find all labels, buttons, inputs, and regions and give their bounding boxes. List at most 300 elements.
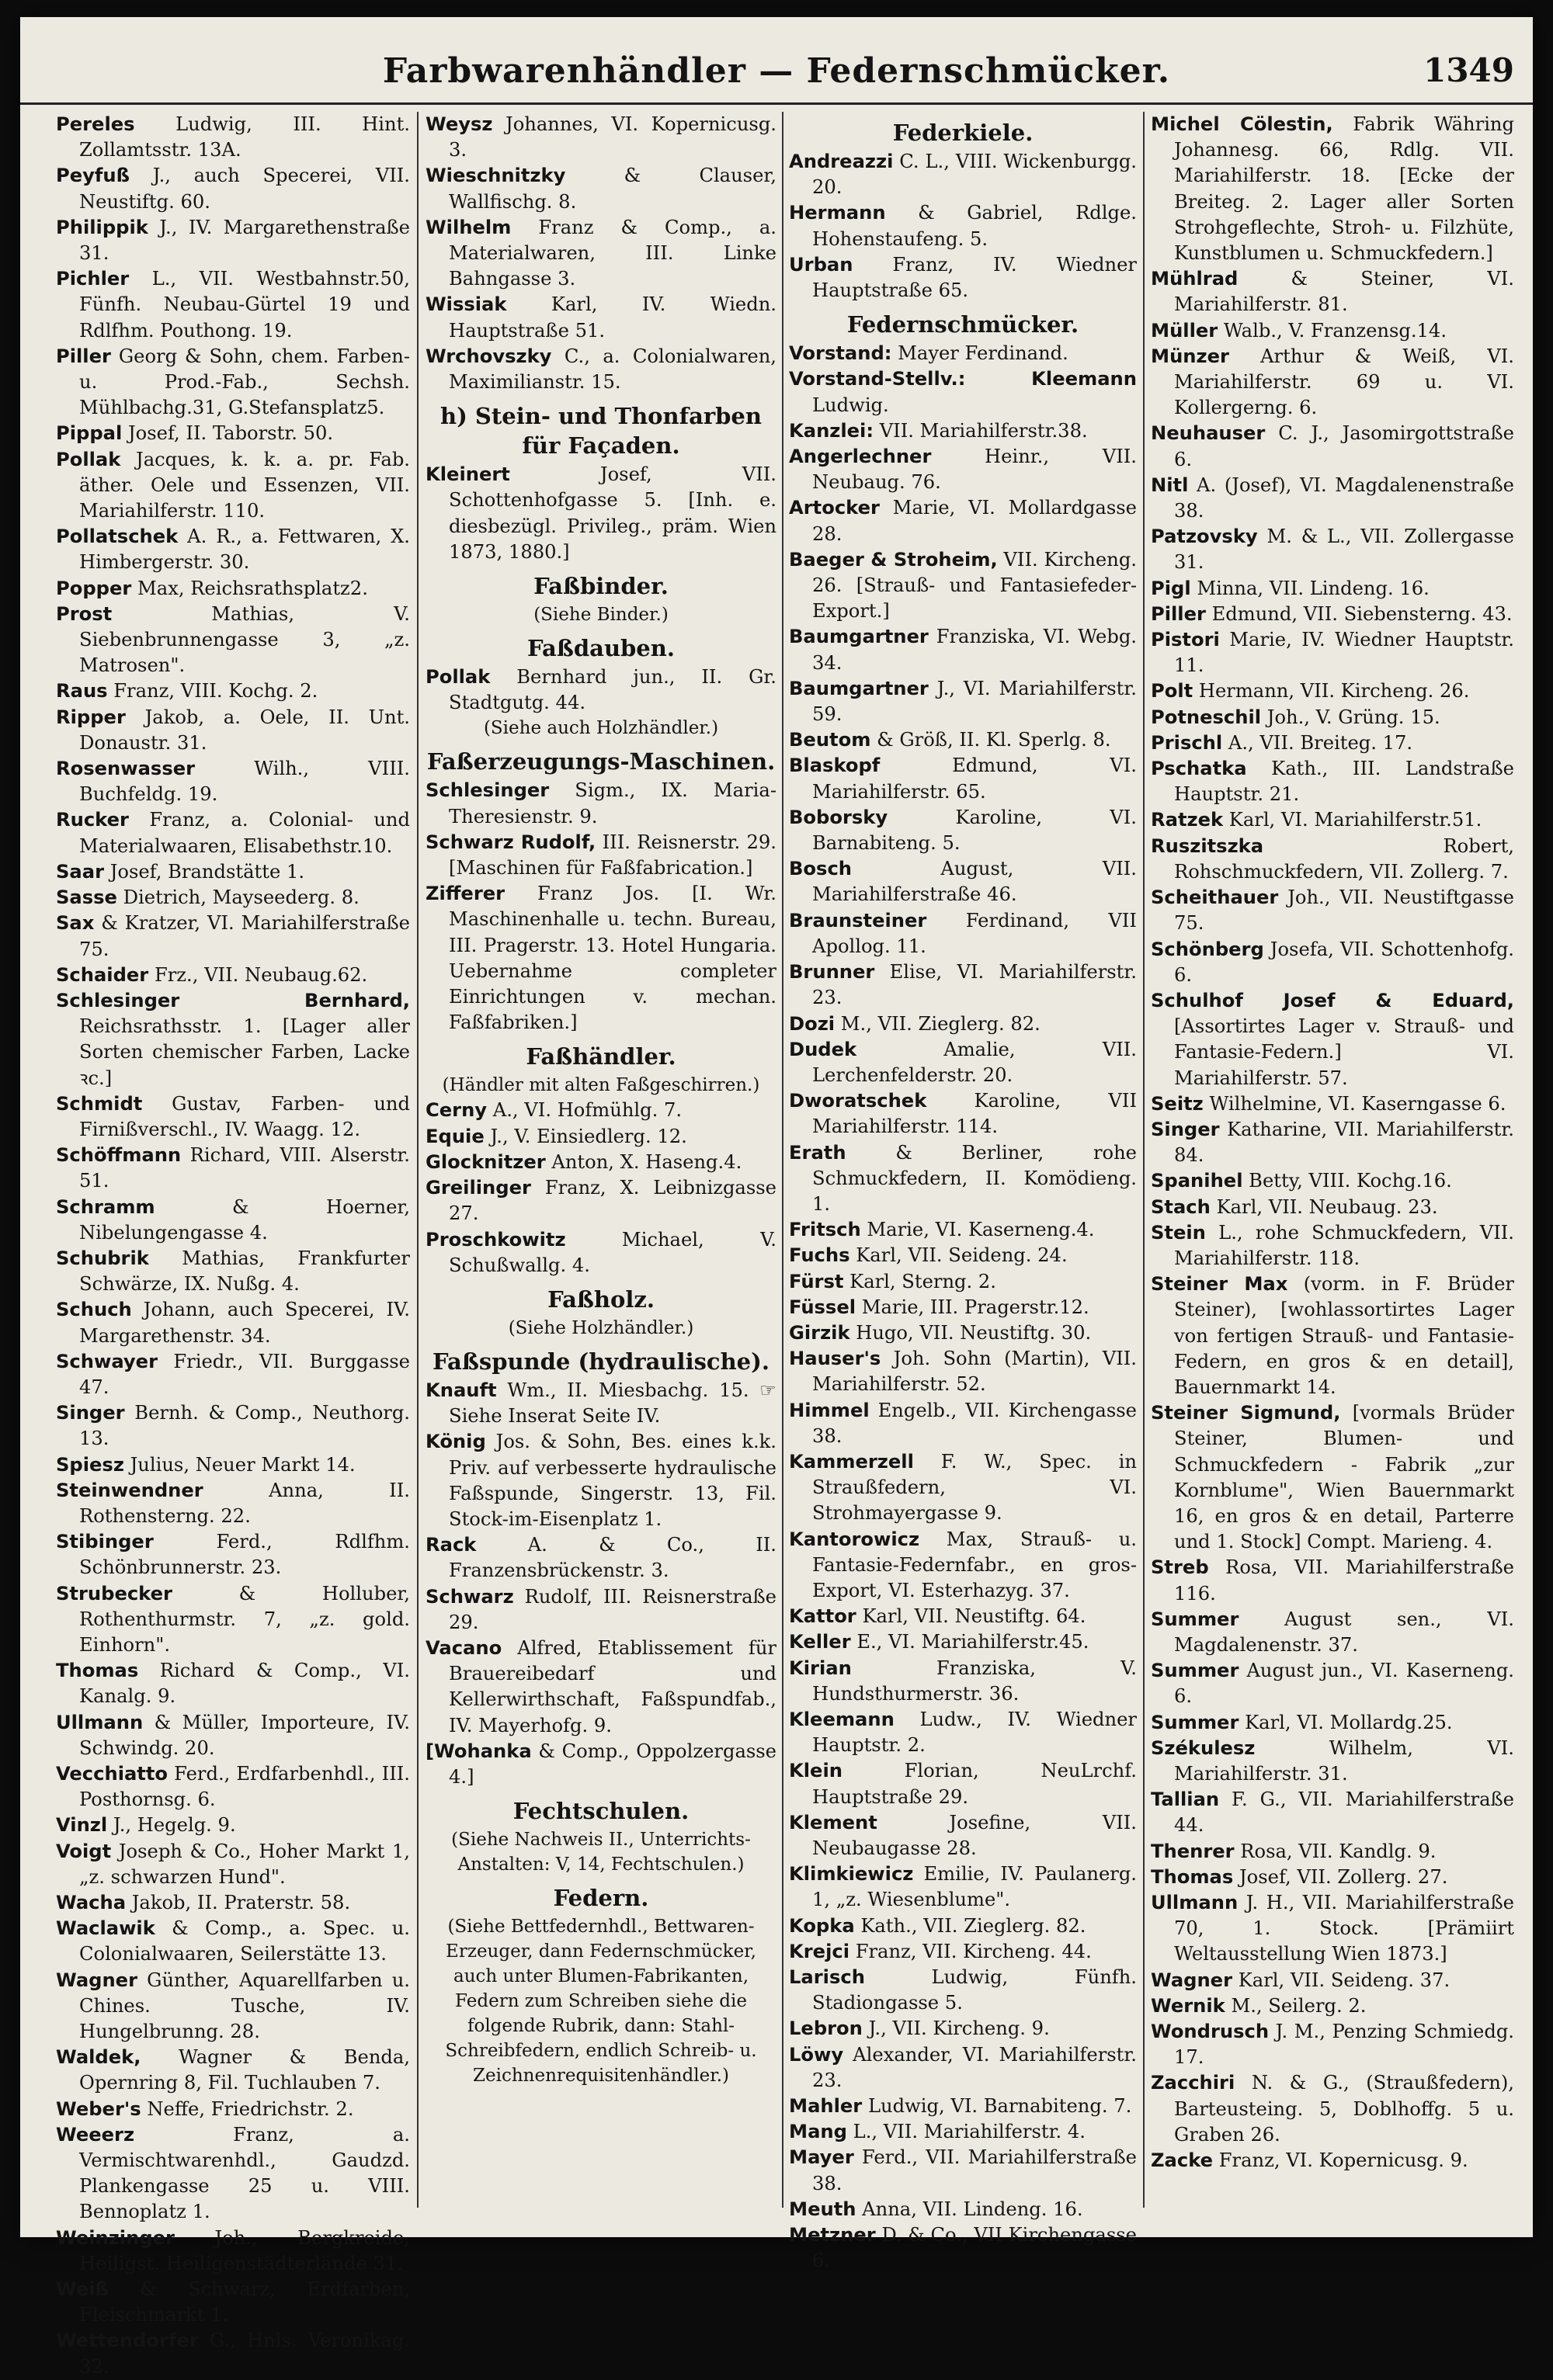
entry-details: Katharine, VII. Mariahilferstr. 84. [1174,1118,1514,1167]
entry-details: & Clauser, Wallfischg. 8. [449,165,776,213]
entry-details: Walb., V. Franzensg.14. [1218,319,1447,342]
entry-details: Franz, VI. Kopernicusg. 9. [1213,2149,1468,2172]
directory-entry [56,1890,410,1916]
directory-entry [56,576,410,602]
entry-name: Kattor [789,1605,856,1628]
entry-name: Artocker [789,497,880,519]
directory-entry [56,1761,410,1813]
directory-entry [56,1143,410,1194]
entry-name: Steiner Max [1151,1273,1288,1296]
directory-entry [56,163,410,214]
directory-entry [1151,1117,1514,1168]
directory-entry [56,678,410,704]
entry-name: Polt [1151,680,1193,703]
column-divider [1143,112,1145,2208]
entry-details: Joseph & Co., Hoher Markt 1, „z. schwarzen Hund". [79,1840,410,1888]
directory-entry [1151,318,1514,344]
directory-entry [426,1150,776,1175]
entry-name: Schlesinger Bernhard, [56,989,410,1011]
directory-entry [56,602,410,679]
directory-entry [56,2277,410,2328]
entry-name: Peyfuß [56,165,130,187]
section-heading: Faßdauben. [527,635,675,662]
directory-entry [56,2328,410,2379]
directory-entry [1151,421,1514,472]
entry-name: Vecchiatto [56,1763,169,1785]
entry-name: Mahler [789,2095,863,2118]
entry-details: Josef, VII. Zollerg. 27. [1233,1865,1448,1888]
entry-details: Mathias, V. Siebenbrunnengasse 3, „z. Matrosen". [79,602,410,677]
entry-name: Thenrer [1151,1840,1235,1862]
directory-entry [56,1710,410,1761]
column-3 [789,112,1137,2272]
directory-entry [1151,112,1514,266]
entry-details: Josef, II. Taborstr. 50. [122,422,334,445]
directory-entry [789,1295,1137,1320]
entry-details: & Holluber, Rothenthurmstr. 7, „z. gold. Einhorn". [79,1582,410,1656]
entry-details: Franz & Comp., a. Materialwaren, III. Linke Bahngasse 3. [449,216,776,290]
entry-name: Voigt [56,1840,112,1862]
directory-entry [789,341,1137,366]
directory-entry [56,1581,410,1659]
entry-details: Michael, V. Schußwallg. 4. [449,1228,776,1276]
entry-details: Wagner & Benda, Opernring 8, Fil. Tuchlauben 7. [79,2046,410,2094]
directory-entry [56,1297,410,1348]
entry-name: Schöffmann [56,1144,182,1167]
entry-name: Klement [789,1811,877,1834]
entry-details: Rudolf, III. Reisnerstraße 29. [449,1585,776,1633]
directory-entry [56,859,410,885]
entry-name: Proschkowitz [426,1228,566,1251]
directory-entry [426,664,776,716]
entry-name: Weysz [426,113,493,135]
entry-details: & Comp., Oppolzergasse 4.] [449,1740,776,1788]
entry-name: Zacchiri [1151,2072,1235,2094]
directory-entry [426,1636,776,1739]
entry-details: Franz, VII. Kircheng. 44. [849,1940,1092,1962]
entry-name: Himmel [789,1399,870,1421]
entry-name: Dworatschek [789,1090,927,1112]
entry-details: Alexander, VI. Mariahilferstr. 23. [812,2043,1137,2091]
directory-entry [789,2222,1137,2274]
entry-name: Singer [56,1402,125,1424]
entry-details: August sen., VI. Magdalenenstr. 37. [1174,1608,1514,1656]
directory-entry [789,1269,1137,1295]
entry-details: & Berliner, rohe Schmuckfedern, II. Komödieng. 1. [812,1141,1137,1215]
entry-details: Joh., VII. Neustiftgasse 75. [1174,886,1514,935]
entry-details: Ludwig, Fünfh. Stadiongasse 5. [812,1966,1137,2014]
directory-entry [789,727,1137,753]
directory-entry [789,1861,1137,1913]
entry-details: F. G., VII. Mariahilferstraße 44. [1174,1788,1514,1837]
entry-details: Ferd., VII. Mariahilferstraße 38. [812,2146,1137,2194]
entry-name: Fritsch [789,1219,861,1241]
entry-name: Equie [426,1125,485,1147]
entry-name: Potneschil [1151,706,1262,728]
directory-entry [426,1227,776,1278]
entry-name: Kleemann [789,1708,895,1730]
directory-entry [56,266,410,344]
entry-name: Girzik [789,1321,850,1344]
directory-entry [56,963,410,988]
entry-details: Florian, NeuLrchf. Hauptstraße 29. [812,1760,1137,1808]
entry-details: Friedr., VII. Burggasse 47. [79,1350,410,1398]
entry-name: Keller [789,1631,851,1653]
entry-name: Weber's [56,2097,141,2120]
section-note: (Siehe Bettfedernhdl., Bettwaren-Erzeuger, dann Federnschmücker, auch unter Blumen-Fabrikanten, Federn zum Schreiben siehe die folgende Rubrik, dann: Stahl-Schreibfedern, endlich Schreib- u. Zeichnenrequisitenhändler.) [445,1917,757,2087]
section-note: (Siehe Binder.) [533,605,669,626]
entry-details: Jacques, k. k. a. pr. Fab. äther. Oele und Essenzen, VII. Mariahilferstr. 110. [79,448,410,522]
entry-name: Spanihel [1151,1170,1243,1192]
entry-details: August, VII. Mariahilferstraße 46. [812,858,1137,906]
directory-entry [426,1124,776,1150]
entry-name: Wacha [56,1892,127,1914]
directory-entry [56,1529,410,1580]
entry-details: Franziska, VI. Webg. 34. [812,626,1137,674]
entry-name: Mühlrad [1151,268,1239,290]
directory-entry [426,881,776,1036]
section-heading: Faßholz. [547,1285,655,1313]
entry-details: Minna, VII. Lindeng. 16. [1190,577,1430,599]
directory-entry [789,2094,1137,2119]
directory-entry [56,2122,410,2226]
entry-name: Fürst [789,1270,844,1292]
entry-name: Klimkiewicz [789,1863,914,1886]
entry-name: Raus [56,680,108,703]
directory-entry [426,778,776,829]
entry-name: Wagner [56,1969,138,1991]
section-heading: Faßhändler. [526,1043,676,1070]
entry-details: Karoline, VII Mariahilferstr. 114. [812,1090,1137,1138]
entry-details: Johannes, VI. Kopernicusg. 3. [449,113,776,161]
entry-name: Braunsteiner [789,909,927,932]
entry-details: Anton, X. Haseng.4. [545,1150,742,1173]
entry-name: Mang [789,2121,847,2143]
directory-entry [789,1398,1137,1449]
directory-entry [789,1346,1137,1397]
entry-details: Richard & Comp., VI. Kanalg. 9. [79,1660,410,1708]
entry-name: Kammerzell [789,1450,914,1473]
section-heading: Federkiele. [892,120,1034,146]
entry-details: Joh., V. Grüng. 15. [1261,706,1440,728]
directory-entry [789,1965,1137,2016]
entry-details: Jakob, a. Oele, II. Unt. Donaustr. 31. [79,706,410,754]
entry-details: Ludw., IV. Wiedner Hauptstr. 2. [812,1708,1137,1757]
section-heading: Faßerzeugungs-Maschinen. [426,748,776,775]
entry-details: M., Seilerg. 2. [1225,1994,1367,2017]
entry-details: Franz, IV. Wiedner Hauptstraße 65. [812,253,1137,302]
entry-name: Schaider [56,963,149,986]
directory-entry [789,200,1137,252]
directory-entry [1151,1865,1514,1890]
entry-name: Hauser's [789,1348,881,1370]
entry-details: F. W., Spec. in Straußfedern, VI. Strohmayergasse 9. [812,1450,1137,1525]
entry-details: VII. Kircheng. 26. [Strauß- und Fantasiefeder-Export.] [812,548,1137,623]
entry-name: Schubrik [56,1247,149,1269]
directory-entry [426,1098,776,1123]
entry-name: Vinzl [56,1814,108,1837]
entry-details: Wilh., VIII. Buchfeldg. 19. [79,758,410,806]
entry-name: Prost [56,602,113,625]
directory-entry [56,2226,410,2277]
entry-name: Steiner Sigmund, [1151,1402,1341,1424]
directory-entry [789,547,1137,625]
directory-entry [56,447,410,525]
entry-details: J., V. Einsiedlerg. 12. [484,1125,687,1147]
entry-name: König [426,1431,486,1453]
directory-entry [426,292,776,343]
entry-name: Pigl [1151,577,1191,599]
entry-name: Singer [1151,1118,1220,1140]
entry-details: Mayer Ferdinand. [891,342,1068,365]
section-note: (Siehe Nachweis II., Unterrichts-Anstalten: V, 14, Fechtschulen.) [451,1830,751,1875]
entry-name: Thomas [56,1660,139,1682]
entry-name: Rack [426,1534,477,1556]
entry-name: Baumgartner [789,677,929,699]
directory-entry [1151,730,1514,756]
directory-entry [789,1604,1137,1629]
directory-entry [789,805,1137,856]
entry-details: Ludwig, III. Hint. Zollamtsstr. 13A. [79,113,410,161]
directory-entry [426,462,776,565]
entry-details: C., a. Colonialwaren, Maximilianstr. 15. [449,345,776,394]
directory-entry [56,1246,410,1297]
entry-details: A. R., a. Fettwaren, X. Himbergerstr. 30. [79,526,410,574]
entry-name: Schulhof Josef & Eduard, [1151,989,1514,1011]
entry-name: Székulesz [1151,1736,1256,1759]
entry-details: Franz, a. Vermischtwarenhdl., Gaudzd. Plankengasse 25 u. VIII. Bennoplatz 1. [79,2123,410,2223]
directory-entry [1151,1220,1514,1272]
entry-name: Brunner [789,961,875,984]
directory-entry [56,2097,410,2122]
entry-name: Stach [1151,1195,1211,1218]
columns-area [20,112,1533,2378]
entry-details: Alfred, Etablissement für Brauereibedarf und Kellerwirthschaft, Faßspundfab., IV. Mayerhofg. 9. [449,1636,776,1736]
entry-details: N. & G., (Straußfedern), Barteusteing. 5, Doblhoffg. 5 u. Graben 26. [1174,2072,1514,2146]
entry-details: C. J., Jasomirgottstraße 6. [1174,422,1514,470]
entry-details: Anna, VII. Lindeng. 16. [856,2198,1083,2220]
entry-details: Josef, Brandstätte 1. [104,860,305,883]
entry-details: & Müller, Importeure, IV. Schwindg. 20. [79,1711,410,1759]
entry-details: & Gabriel, Rdlge. Hohenstaufeng. 5. [812,202,1137,250]
entry-details: Marie, VI. Mollardgasse 28. [812,497,1137,545]
directory-entry [789,2119,1137,2145]
entry-name: Bosch [789,858,853,880]
entry-details: Engelb., VII. Kirchengasse 38. [812,1399,1137,1447]
entry-details: Karl, VII. Seideng. 24. [849,1244,1068,1267]
entry-details: Günther, Aquarellfarben u. Chines. Tusche, IV. Hungelbrunng. 28. [79,1969,410,2043]
entry-name: Kleinert [426,463,510,486]
directory-entry [56,705,410,756]
section-note: (Händler mit alten Faßgeschirren.) [442,1075,760,1096]
entry-name: Saar [56,860,104,883]
directory-entry [1151,1839,1514,1865]
section-note: (Siehe auch Holzhändler.) [483,718,719,739]
entry-name: Philippik [56,216,148,238]
directory-entry [1151,1195,1514,1220]
directory-entry [789,1758,1137,1809]
entry-details: Heinr., VII. Neubaug. 76. [812,446,1137,494]
entry-name: Wondrusch [1151,2021,1270,2043]
directory-entry [789,2197,1137,2222]
entry-details: Kath., VII. Zieglerg. 82. [854,1914,1086,1937]
entry-details: Anna, II. Rothensterng. 22. [79,1479,410,1527]
entry-name: Rosenwasser [56,758,196,780]
entry-name: Schramm [56,1195,155,1218]
entry-name: Löwy [789,2043,844,2066]
directory-entry [1151,576,1514,602]
entry-details: Hermann, VII. Kircheng. 26. [1193,680,1470,703]
entry-name: Waclawik [56,1917,155,1940]
directory-entry [56,344,410,422]
entry-name: Ratzek [1151,809,1224,831]
directory-entry [56,807,410,859]
entry-name: Hermann [789,202,886,224]
entry-name: Meuth [789,2198,856,2220]
entry-name: Andreazzi [789,151,894,172]
directory-entry [426,344,776,395]
entry-details: & Hoerner, Nibelungengasse 4. [79,1195,410,1244]
entry-name: Ullmann [56,1711,144,1733]
entry-name: Vorstand: [789,342,892,365]
directory-entry [56,215,410,266]
entry-name: Angerlechner [789,446,932,468]
entry-details: Franz Jos. [I. Wr. Maschinenhalle u. techn. Bureau, III. Pragerstr. 13. Hotel Hungaria. Uebernahme completer Einrichtungen v. mechan. Faßfabriken.] [449,883,776,1034]
entry-name: Pippal [56,422,123,445]
entry-name: Schlesinger [426,779,550,802]
entry-name: Vorstand-Stellv.: Kleemann [789,368,1137,390]
directory-entry [1151,937,1514,988]
entry-details: Karl, IV. Wiedn. Hauptstraße 51. [449,293,776,342]
directory-entry [56,2045,410,2096]
entry-name: Kantorowicz [789,1528,920,1550]
directory-entry [1151,678,1514,704]
entry-details: [Assortirtes Lager v. Strauß- und Fantasie-Federn.] VI. Mariahilferstr. 57. [1174,1015,1514,1089]
entry-details: J. H., VII. Mariahilferstraße 70, 1. Stock. [Prämiirt Weltausstellung Wien 1873.] [1174,1892,1514,1965]
directory-entry [789,1243,1137,1268]
directory-entry [1151,266,1514,317]
entry-details: L., VII. Mariahilferstr. 4. [846,2121,1086,2143]
entry-details: Franz, X. Leibnizgasse 27. [449,1177,776,1225]
entry-name: Baumgartner [789,626,929,648]
entry-details: Karl, VI. Mariahilferstr.51. [1223,809,1482,831]
directory-entry [1151,1091,1514,1117]
directory-entry [789,149,1137,200]
entry-details: Betty, VIII. Kochg.16. [1242,1170,1452,1192]
entry-details: Dietrich, Mayseederg. 8. [116,886,360,909]
entry-name: Piller [56,345,111,367]
entry-name: Füssel [789,1296,856,1318]
entry-details: Max, Reichsrathsplatz2. [131,577,368,599]
directory-entry [789,908,1137,959]
entry-details: E., VI. Mariahilferstr.45. [850,1631,1089,1653]
entry-details: Josefine, VII. Neubaugasse 28. [812,1811,1137,1859]
entry-details: Rosa, VII. Kandlg. 9. [1234,1840,1437,1862]
entry-details: Sigm., IX. Maria-Theresienstr. 9. [449,779,776,827]
entry-name: Urban [789,253,853,276]
directory-entry [789,1527,1137,1605]
entry-details: Wm., II. Miesbachg. 15. ☞ Siehe Inserat Seite IV. [449,1379,776,1428]
directory-entry [1151,807,1514,833]
entry-name: Waldek, [56,2046,141,2069]
directory-entry [426,163,776,214]
entry-details: L., rohe Schmuckfedern, VII. Mariahilferstr. 118. [1174,1221,1514,1269]
directory-entry [789,1320,1137,1346]
entry-details: A., VII. Breiteg. 17. [1222,731,1413,754]
directory-entry [789,959,1137,1011]
entry-details: Arthur & Weiß, VI. Mariahilferstr. 69 u. VI. Kollergerng. 6. [1174,345,1514,419]
directory-entry [789,418,1137,444]
entry-details: Marie, IV. Wiedner Hauptstr. 11. [1174,629,1514,677]
entry-details: Franz, a. Colonial- und Materialwaaren, Elisabethstr.10. [79,809,410,857]
entry-details: A. (Josef), VI. Magdalenenstraße 38. [1174,474,1514,522]
directory-entry [789,856,1137,907]
entry-details: Franz, VIII. Kochg. 2. [107,680,318,703]
entry-name: Summer [1151,1608,1239,1630]
directory-entry [789,1217,1137,1243]
entry-details: Franziska, V. Hundsthurmerstr. 36. [812,1657,1137,1705]
directory-entry [1151,885,1514,936]
directory-entry [426,1378,776,1429]
entry-name: Pschatka [1151,758,1247,780]
entry-details: Bernh. & Comp., Neuthorg. 13. [79,1402,410,1450]
directory-entry [789,2145,1137,2196]
entry-details: J., VI. Mariahilferstr. 59. [812,677,1137,726]
entry-name: Schwarz [426,1585,514,1608]
column-divider [782,112,783,2208]
entry-details: J. M., Penzing Schmiedg. 17. [1174,2021,1514,2069]
directory-entry [56,756,410,807]
directory-entry [789,1140,1137,1218]
directory-entry [1151,627,1514,678]
directory-entry [1151,988,1514,1091]
entry-name: Krejci [789,1940,849,1962]
directory-entry [1151,2070,1514,2148]
entry-name: Zacke [1151,2149,1214,2172]
entry-name: Steinwendner [56,1479,203,1501]
entry-name: Wrchovszky [426,345,552,367]
entry-details: M., VII. Zieglerg. 82. [835,1012,1041,1035]
entry-name: Wagner [1151,1969,1233,1991]
entry-name: Dozi [789,1012,836,1035]
directory-entry [789,1810,1137,1861]
page-number: 1349 [1423,51,1514,89]
entry-details: Rosa, VII. Mariahilferstraße 116. [1174,1556,1514,1605]
entry-name: Lebron [789,2017,863,2040]
entry-name: Baeger & Stroheim, [789,548,998,571]
directory-entry [1151,756,1514,807]
entry-name: Sasse [56,886,117,909]
entry-details: Emilie, IV. Paulanerg. 1, „z. Wiesenblume". [812,1863,1137,1911]
entry-details: A., VI. Hofmühlg. 7. [487,1099,683,1122]
entry-details: Karl, VI. Mollardg.25. [1239,1711,1453,1733]
directory-entry [56,1478,410,1529]
directory-entry [1151,473,1514,524]
section-heading: Federn. [553,1885,649,1912]
entry-details: Karl, VII. Neustiftg. 64. [856,1605,1086,1628]
directory-entry [789,1939,1137,1965]
section-heading: Faßbinder. [533,573,669,600]
entry-details: Neffe, Friedrichstr. 2. [141,2097,354,2120]
directory-entry [56,524,410,575]
column-2 [426,112,776,2223]
entry-name: Weinzinger [56,2226,175,2249]
entry-details: Wilhelm, VI. Mariahilferstr. 31. [1174,1736,1514,1785]
entry-name: Prischl [1151,731,1223,754]
directory-entry [789,2016,1137,2042]
directory-entry [56,1091,410,1143]
entry-name: Thomas [1151,1865,1234,1888]
